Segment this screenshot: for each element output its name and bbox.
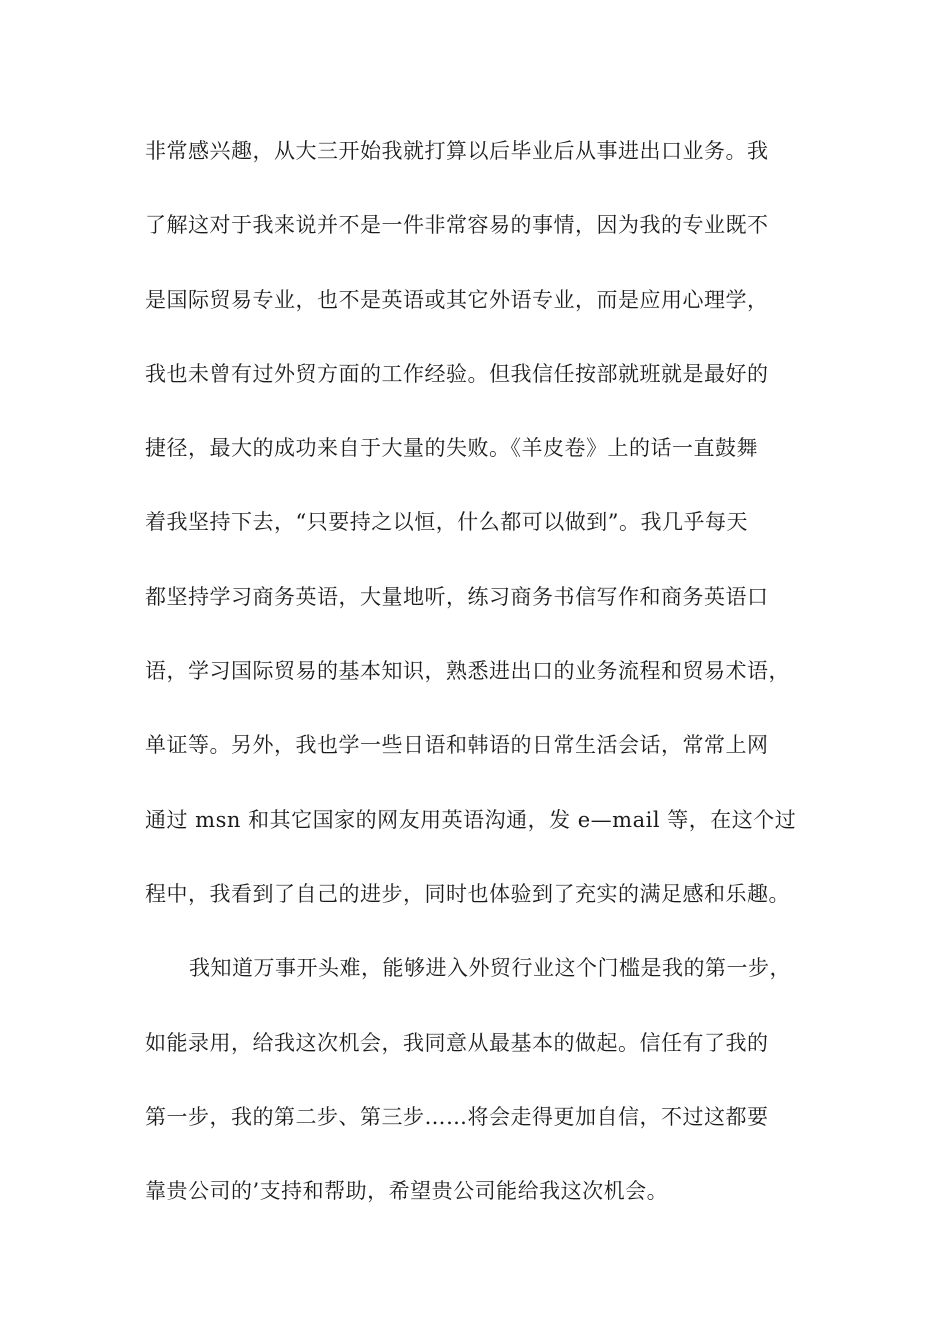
text-line: 是国际贸易专业，也不是英语或其它外语专业，而是应用心理学， (145, 287, 769, 312)
text-line: 如能录用，给我这次机会，我同意从最基本的做起。信任有了我的 (145, 1030, 769, 1055)
text-line: 着我坚持下去，“只要持之以恒，什么都可以做到”。我几乎每天 (145, 510, 748, 535)
text-line: 捷径，最大的成功来自于大量的失败。《羊皮卷》上的话一直鼓舞 (145, 436, 758, 461)
text-line: 我也未曾有过外贸方面的工作经验。但我信任按部就班就是最好的 (145, 361, 769, 386)
text-line: 靠贵公司的’支持和帮助，希望贵公司能给我这次机会。 (145, 1179, 669, 1204)
text-line: 单证等。另外，我也学一些日语和韩语的日常生活会话，常常上网 (145, 733, 769, 758)
text-line: 非常感兴趣，从大三开始我就打算以后毕业后从事进出口业务。我 (145, 139, 769, 163)
text-line: 通过 msn 和其它国家的网友用英语沟通，发 e—mail 等，在这个过 (145, 807, 797, 832)
text-line: 都坚持学习商务英语，大量地听，练习商务书信写作和商务英语口 (145, 584, 769, 609)
text-line: 程中，我看到了自己的进步，同时也体验到了充实的满足感和乐趣。 (145, 881, 790, 906)
paragraph-start-line: 我知道万事开头难，能够进入外贸行业这个门槛是我的第一步， (189, 956, 791, 981)
text-line: 语，学习国际贸易的基本知识，熟悉进出口的业务流程和贸易术语， (145, 659, 790, 684)
body-text (145, 133, 825, 1247)
text-line: 第一步，我的第二步、第三步……将会走得更加自信，不过这都要 (145, 1104, 769, 1129)
text-line: 了解这对于我来说并不是一件非常容易的事情，因为我的专业既不 (145, 213, 769, 238)
